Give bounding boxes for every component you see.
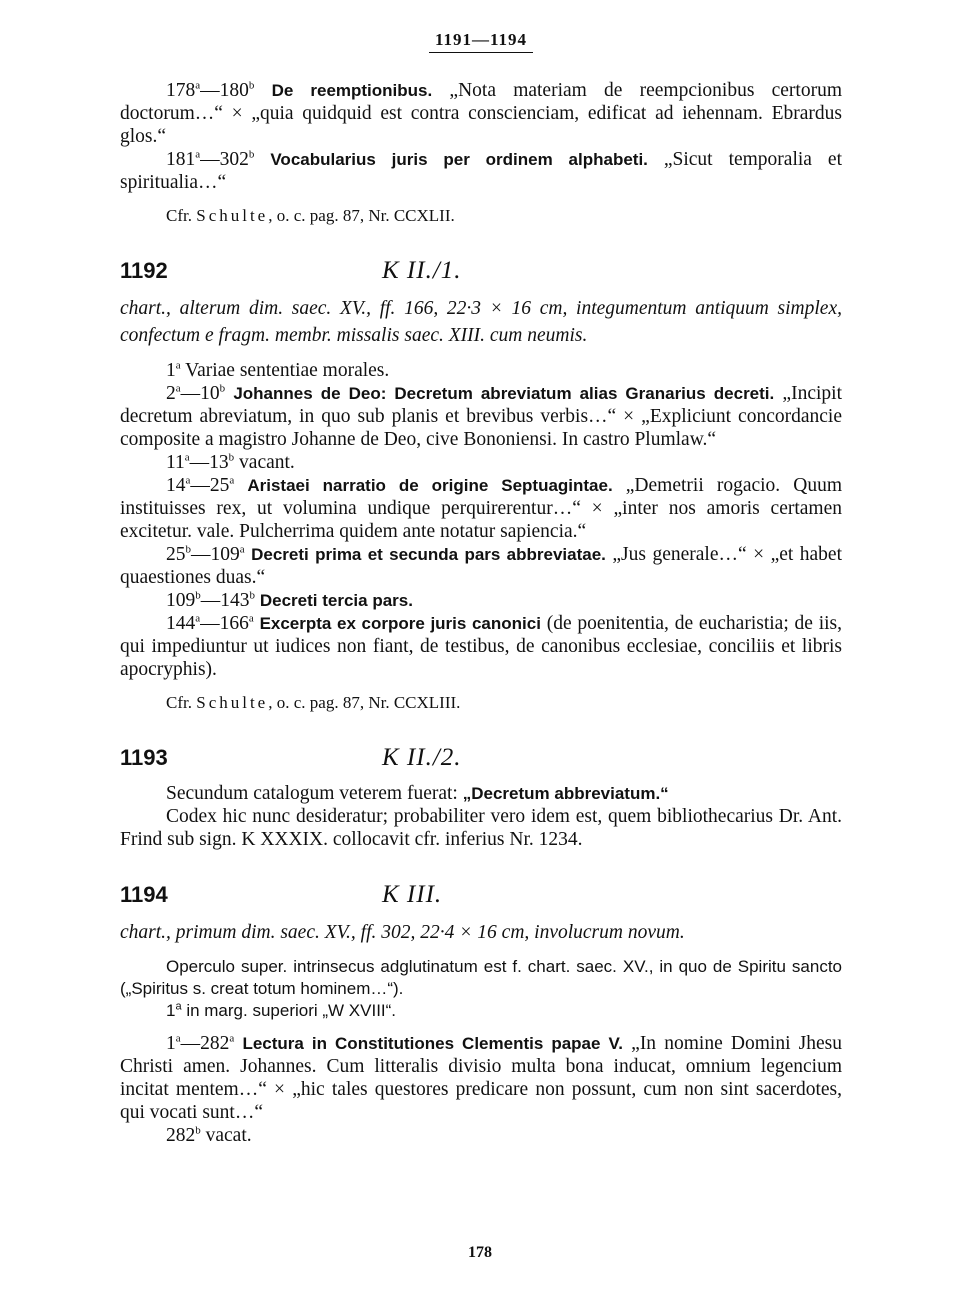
- entry-1193-contents: [120, 782, 842, 851]
- shelf-signature: K III.: [382, 881, 443, 908]
- item-144a-166a: 144$^a$—166$^a$ Excerpta ex corpore juris canonici (de poenitentia, de eucharistia; de iis, qui impediuntur ut iudices non fiant, de testibus, de canonibus ecclesiae, conciliis et libris apocryphis).: [120, 612, 842, 680]
- item-181a-302b: 181$^a$—302$^b$ Vocabularius juris per ordinem alphabeti. „Sicut temporalia et spiritualia…“: [120, 148, 842, 193]
- physical-description: chart., primum dim. saec. XV., ff. 302, 22·4 × 16 cm, involucrum novum.: [120, 922, 685, 943]
- item-title: Aristaei narratio de origine Septuagintae.: [247, 476, 613, 495]
- item-2a-10b: 2$^a$—10$^b$ Johannes de Deo: Decretum abreviatum alias Granarius decreti. „Incipit decretum abreviatum, in quo sub planis et brevibus verbis…“ × „Expliciunt concordancie composite a magistro Johanne de Deo, cive Bononiensi. In castro Plumlaw.“: [120, 382, 842, 450]
- item-title: Vocabularius juris per ordinem alphabeti.: [270, 150, 648, 169]
- binding-note: Operculo super. intrinsecus adglutinatum est f. chart. saec. XV., in quo de Spiritu sancto („Spiritus s. creat totum hominem…“).: [120, 957, 842, 998]
- item-title: Johannes de Deo: Decretum abreviatum alias Granarius decreti.: [233, 384, 775, 403]
- running-head: 1191—1194: [120, 30, 842, 53]
- entry-1191-continuation: [120, 79, 842, 227]
- item-title: Decreti prima et secunda pars abbreviatae.: [251, 545, 606, 564]
- entry-1192-contents: [120, 359, 842, 714]
- item-1a-282a: 1$^a$—282$^a$ Lectura in Constitutiones Clementis papae V. „In nomine Domini Jhesu Christi amen. Johannes. Cum litteralis divisio multa bona inducat, omnium legencium incitat mentem…“ × „hic tales questores predicare non possunt, cum non sint sacerdotes, qui vocati sunt…“: [120, 1032, 842, 1123]
- catalog-note: Secundum catalogum veterem fuerat: „Decretum abbreviatum.“: [166, 783, 669, 804]
- item-14a-25a: 14$^a$—25$^a$ Aristaei narratio de origine Septuagintae. „Demetrii rogacio. Quum instituisses rex, ut volumina undique perquirerentur…“ × „inter nos amoris certamen excitetur. vale. Pulcherrima quidem ante notatur sapiencia.“: [120, 474, 842, 542]
- entry-number: 1193: [120, 745, 168, 770]
- citation-1191: Cfr. Schulte, o. c. pag. 87, Nr. CCXLII.: [166, 206, 455, 225]
- item-11a-13b: 11$^a$—13$^b$ vacant.: [166, 451, 295, 473]
- item-1a: 1$^a$ Variae sententiae morales.: [166, 359, 390, 381]
- physical-description: chart., alterum dim. saec. XV., ff. 166, 22·3 × 16 cm, integumentum antiquum simplex, confectum e fragm. membr. missalis saec. XIII. cum neumis.: [120, 298, 842, 346]
- item-title: Decreti tercia pars.: [259, 591, 413, 610]
- item-title: Lectura in Constitutiones Clementis papae V.: [242, 1034, 623, 1053]
- item-178a-180b: 178$^a$—180$^b$ De reemptionibus. „Nota materiam de reempcionibus certorum doctorum…“ × „quia quidquid est contra conscienciam, edificat ad iehennam. Ebrardus glos.“: [120, 79, 843, 147]
- entry-number: 1194: [120, 882, 168, 907]
- document-page: [120, 30, 842, 1147]
- margin-note: 1$^a$ in marg. superiori „W XVIII“.: [166, 1000, 397, 1020]
- entry-1194-heading: [120, 881, 842, 909]
- item-title: „Decretum abbreviatum.“: [462, 784, 669, 803]
- item-25b-109a: 25$^b$—109$^a$ Decreti prima et secunda pars abbreviatae. „Jus generale…“ × „et habet quaestiones duas.“: [120, 543, 843, 588]
- citation-1192: Cfr. Schulte, o. c. pag. 87, Nr. CCXLIII.: [166, 693, 461, 712]
- item-109b-143b: 109$^b$—143$^b$ Decreti tercia pars.: [166, 589, 413, 611]
- shelf-signature: K II./2.: [382, 744, 462, 771]
- entry-number: 1192: [120, 258, 168, 283]
- item-282b: 282$^b$ vacat.: [166, 1124, 252, 1146]
- entry-1192-heading: [120, 257, 842, 285]
- missing-codex-note: Codex hic nunc desideratur; probabiliter vero idem est, quem bibliothecarius Dr. Ant. Frind sub sign. K XXXIX. collocavit cfr. inferius Nr. 1234.: [120, 806, 842, 850]
- page-number: 178: [468, 1244, 492, 1261]
- item-title: Excerpta ex corpore juris canonici: [259, 614, 541, 633]
- item-title: De reemptionibus.: [271, 81, 433, 100]
- entry-1193-heading: [120, 744, 842, 772]
- entry-1194-contents: [120, 956, 842, 1147]
- shelf-signature: K II./1.: [382, 257, 462, 284]
